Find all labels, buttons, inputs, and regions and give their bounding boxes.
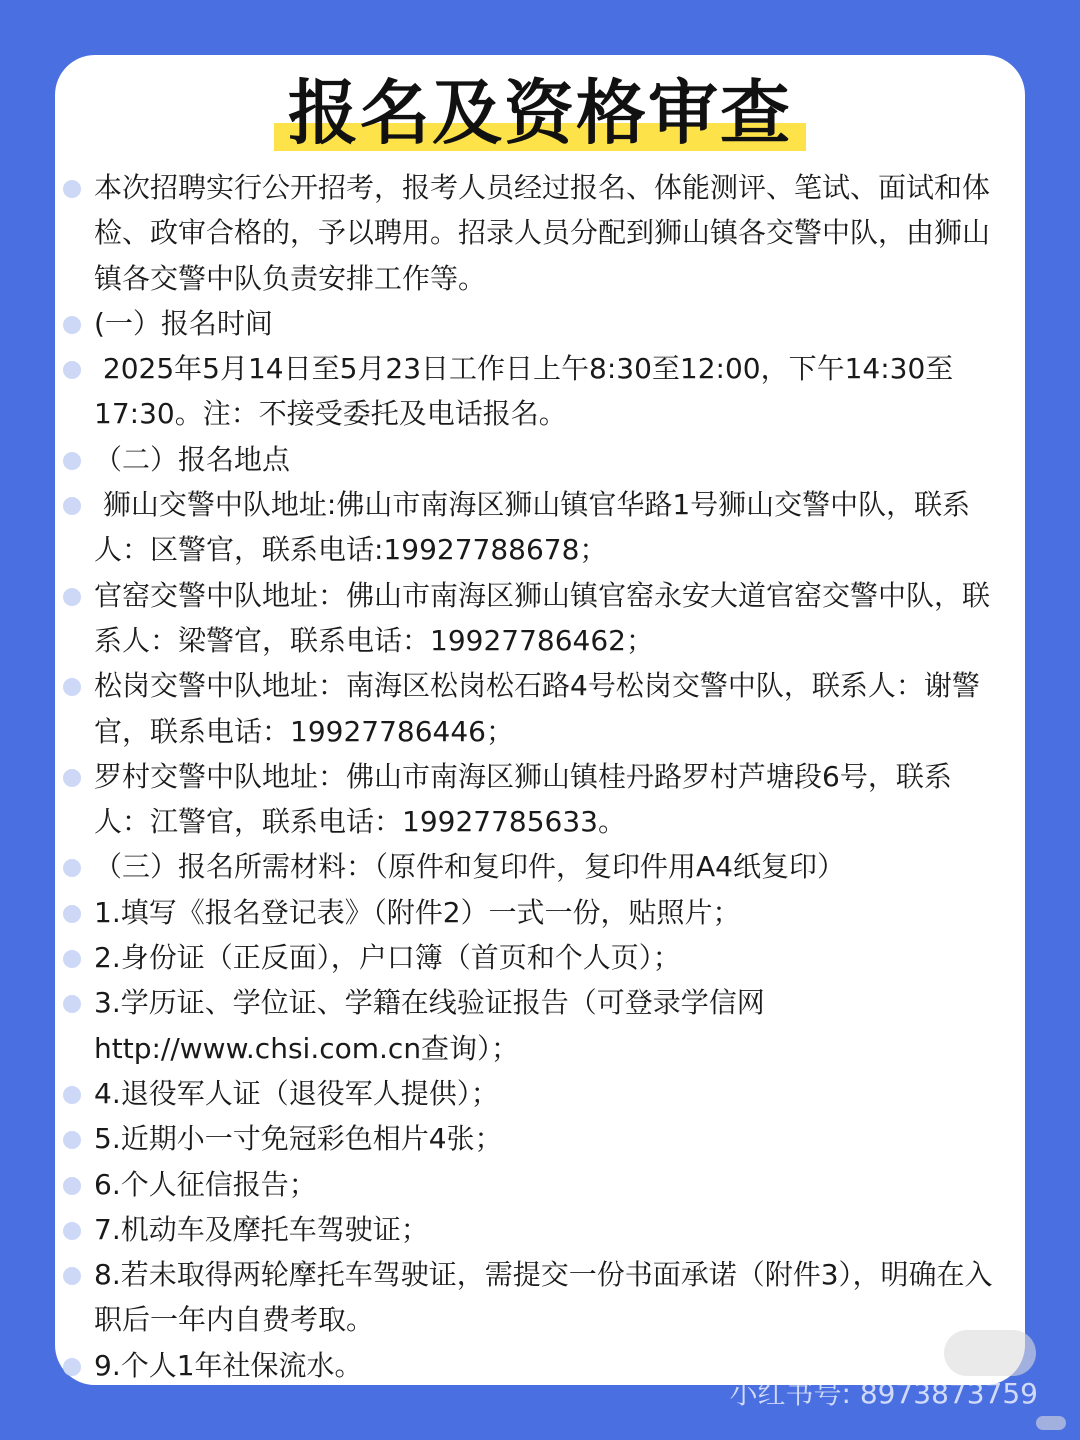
list-item	[55, 165, 1025, 301]
list-item	[55, 482, 1025, 573]
bullet-dot-icon	[63, 1086, 81, 1104]
list-item-text: 6.个人征信报告；	[94, 1167, 317, 1201]
list-item	[55, 1116, 1025, 1161]
bullet-dot-icon	[63, 1222, 81, 1240]
list-item	[55, 663, 1025, 754]
list-item-text: （二）报名地点	[94, 442, 291, 476]
bullet-dot-icon	[63, 678, 81, 696]
xiaohongshu-logo-icon	[944, 1330, 1036, 1376]
list-item	[55, 980, 1025, 1071]
bullet-dot-icon	[63, 769, 81, 787]
page-title-text: 报名及资格审查	[288, 72, 792, 154]
bullet-dot-icon	[63, 905, 81, 923]
list-item-text: 2.身份证（正反面），户口簿（首页和个人页）；	[94, 941, 681, 975]
page-title	[274, 73, 806, 153]
corner-badge-icon	[1036, 1416, 1066, 1430]
bullet-dot-icon	[63, 1177, 81, 1195]
bullet-dot-icon	[63, 452, 81, 470]
content-list	[55, 165, 1025, 1388]
list-item	[55, 935, 1025, 980]
list-item-text: （三）报名所需材料：（原件和复印件，复印件用A4纸复印）	[94, 850, 845, 884]
bullet-dot-icon	[63, 180, 81, 198]
bullet-dot-icon	[63, 361, 81, 379]
list-item-text: 罗村交警中队地址：佛山市南海区狮山镇桂丹路罗村芦塘段6号，联系人：江警官，联系电话：19927785633。	[94, 759, 952, 839]
list-item	[55, 1252, 1025, 1343]
bullet-dot-icon	[63, 1267, 81, 1285]
list-item-text: 松岗交警中队地址：南海区松岗松石路4号松岗交警中队，联系人：谢警官，联系电话：19927786446；	[94, 669, 980, 748]
content-card	[55, 55, 1025, 1385]
title-area	[55, 73, 1025, 153]
list-item	[55, 754, 1025, 845]
bullet-dot-icon	[63, 859, 81, 877]
bullet-dot-icon	[63, 1358, 81, 1376]
list-item	[55, 346, 1025, 437]
list-item	[55, 437, 1025, 482]
list-item-text: 1.填写《报名登记表》（附件2）一式一份，贴照片；	[94, 895, 741, 929]
bullet-dot-icon	[63, 995, 81, 1013]
list-item-text: 7.机动车及摩托车驾驶证；	[94, 1212, 429, 1246]
list-item-text: 官窑交警中队地址：佛山市南海区狮山镇官窑永安大道官窑交警中队，联系人：梁警官，联系电话：19927786462；	[94, 578, 991, 657]
list-item	[55, 573, 1025, 664]
list-item-text: 3.学历证、学位证、学籍在线验证报告（可登录学信网http://www.chsi.com.cn查询）；	[94, 986, 765, 1065]
list-item	[55, 1071, 1025, 1116]
bullet-dot-icon	[63, 1131, 81, 1149]
watermark-text: 小红书号: 8973873759	[729, 1377, 1038, 1410]
list-item-text: 狮山交警中队地址:佛山市南海区狮山镇官华路1号狮山交警中队，联系人：区警官，联系电话:19927788678；	[94, 488, 971, 567]
list-item	[55, 844, 1025, 889]
list-item	[55, 1162, 1025, 1207]
list-item-text: 2025年5月14日至5月23日工作日上午8:30至12:00，下午14:30至17:30。注：不接受委托及电话报名。	[94, 352, 954, 431]
list-item	[55, 1207, 1025, 1252]
list-item-text: (一）报名时间	[94, 306, 273, 340]
list-item-text: 4.退役军人证（退役军人提供）；	[94, 1076, 499, 1110]
bullet-dot-icon	[63, 316, 81, 334]
bullet-dot-icon	[63, 497, 81, 515]
list-item-text: 8.若未取得两轮摩托车驾驶证，需提交一份书面承诺（附件3），明确在入职后一年内自费考取。	[94, 1258, 993, 1337]
list-item-text: 9.个人1年社保流水。	[94, 1348, 363, 1382]
bullet-dot-icon	[63, 950, 81, 968]
list-item	[55, 890, 1025, 935]
list-item-text: 5.近期小一寸免冠彩色相片4张；	[94, 1122, 503, 1156]
bullet-dot-icon	[63, 588, 81, 606]
list-item-text: 本次招聘实行公开招考，报考人员经过报名、体能测评、笔试、面试和体检、政审合格的，予以聘用。招录人员分配到狮山镇各交警中队，由狮山镇各交警中队负责安排工作等。	[94, 171, 991, 295]
list-item	[55, 301, 1025, 346]
